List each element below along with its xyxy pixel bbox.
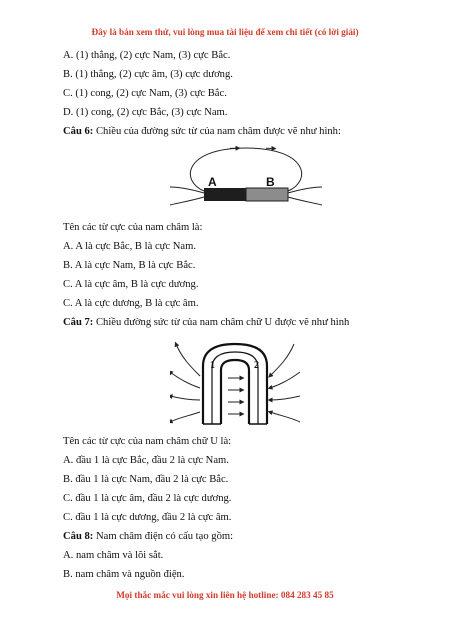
label-1: 1: [210, 360, 215, 371]
q7-label: Câu 7:: [63, 317, 94, 328]
q7-option-c: C. đầu 1 là cực âm, đầu 2 là cực dương.: [63, 493, 232, 504]
q5-option-d: D. (1) cong, (2) cực Bắc, (3) cực Nam.: [63, 107, 228, 118]
preview-notice-banner: Đây là bản xem thử, vui lòng mua tài liệu để xem chi tiết (có lời giải): [91, 27, 359, 37]
q7-option-b: B. đầu 1 là cực Nam, đầu 2 là cực Bắc.: [63, 474, 229, 485]
bar-magnet-figure: [170, 143, 322, 213]
q5-option-c: C. (1) cong, (2) cực Nam, (3) cực Bắc.: [63, 88, 227, 99]
q6-text: Chiều của đường sức từ của nam châm được vẽ như hình:: [93, 126, 341, 137]
q7-prompt: Tên các từ cực của nam châm chữ U là:: [63, 436, 232, 447]
q6-option-c: C. A là cực âm, B là cực dương.: [63, 279, 199, 290]
outer-field-lines: [170, 344, 300, 422]
q5-option-b: B. (1) thẳng, (2) cực âm, (3) cực dương.: [63, 69, 233, 80]
magnet-pole-b: [246, 188, 288, 201]
q8-stem: [63, 531, 233, 542]
label-b: B: [266, 175, 275, 189]
u-magnet-figure: [170, 336, 300, 426]
q8-option-a: A. nam châm và lõi sắt.: [63, 550, 164, 561]
hotline-banner: Mọi thắc mắc vui lòng xin liên hệ hotline: 084 283 45 85: [116, 590, 334, 600]
q6-label: Câu 6:: [63, 126, 94, 137]
q6-option-d: C. A là cực dương, B là cực âm.: [63, 298, 199, 309]
q7-option-d: C. đầu 1 là cực dương, đầu 2 là cực âm.: [63, 512, 232, 523]
q6-stem: [63, 126, 341, 137]
inner-field-lines: [228, 378, 242, 414]
u-magnet-body: [203, 344, 267, 424]
q7-stem: [63, 317, 349, 328]
q8-option-b: B. nam châm và nguồn điện.: [63, 569, 185, 580]
q6-prompt: Tên các từ cực của nam châm là:: [63, 222, 203, 233]
q8-label: Câu 8:: [63, 531, 94, 542]
q6-option-a: A. A là cực Bắc, B là cực Nam.: [63, 241, 196, 252]
q7-option-a: A. đầu 1 là cực Bắc, đầu 2 là cực Nam.: [63, 455, 229, 466]
q8-text: Nam châm điện có cấu tạo gồm:: [93, 531, 234, 542]
q7-text: Chiều đường sức từ của nam châm chữ U được vẽ như hình: [93, 317, 350, 328]
magnet-pole-a: [204, 188, 246, 201]
label-2: 2: [254, 360, 259, 371]
q5-option-a: A. (1) thẳng, (2) cực Nam, (3) cực Bắc.: [63, 50, 231, 61]
label-a: A: [208, 175, 217, 189]
q6-option-b: B. A là cực Nam, B là cực Bắc.: [63, 260, 196, 271]
